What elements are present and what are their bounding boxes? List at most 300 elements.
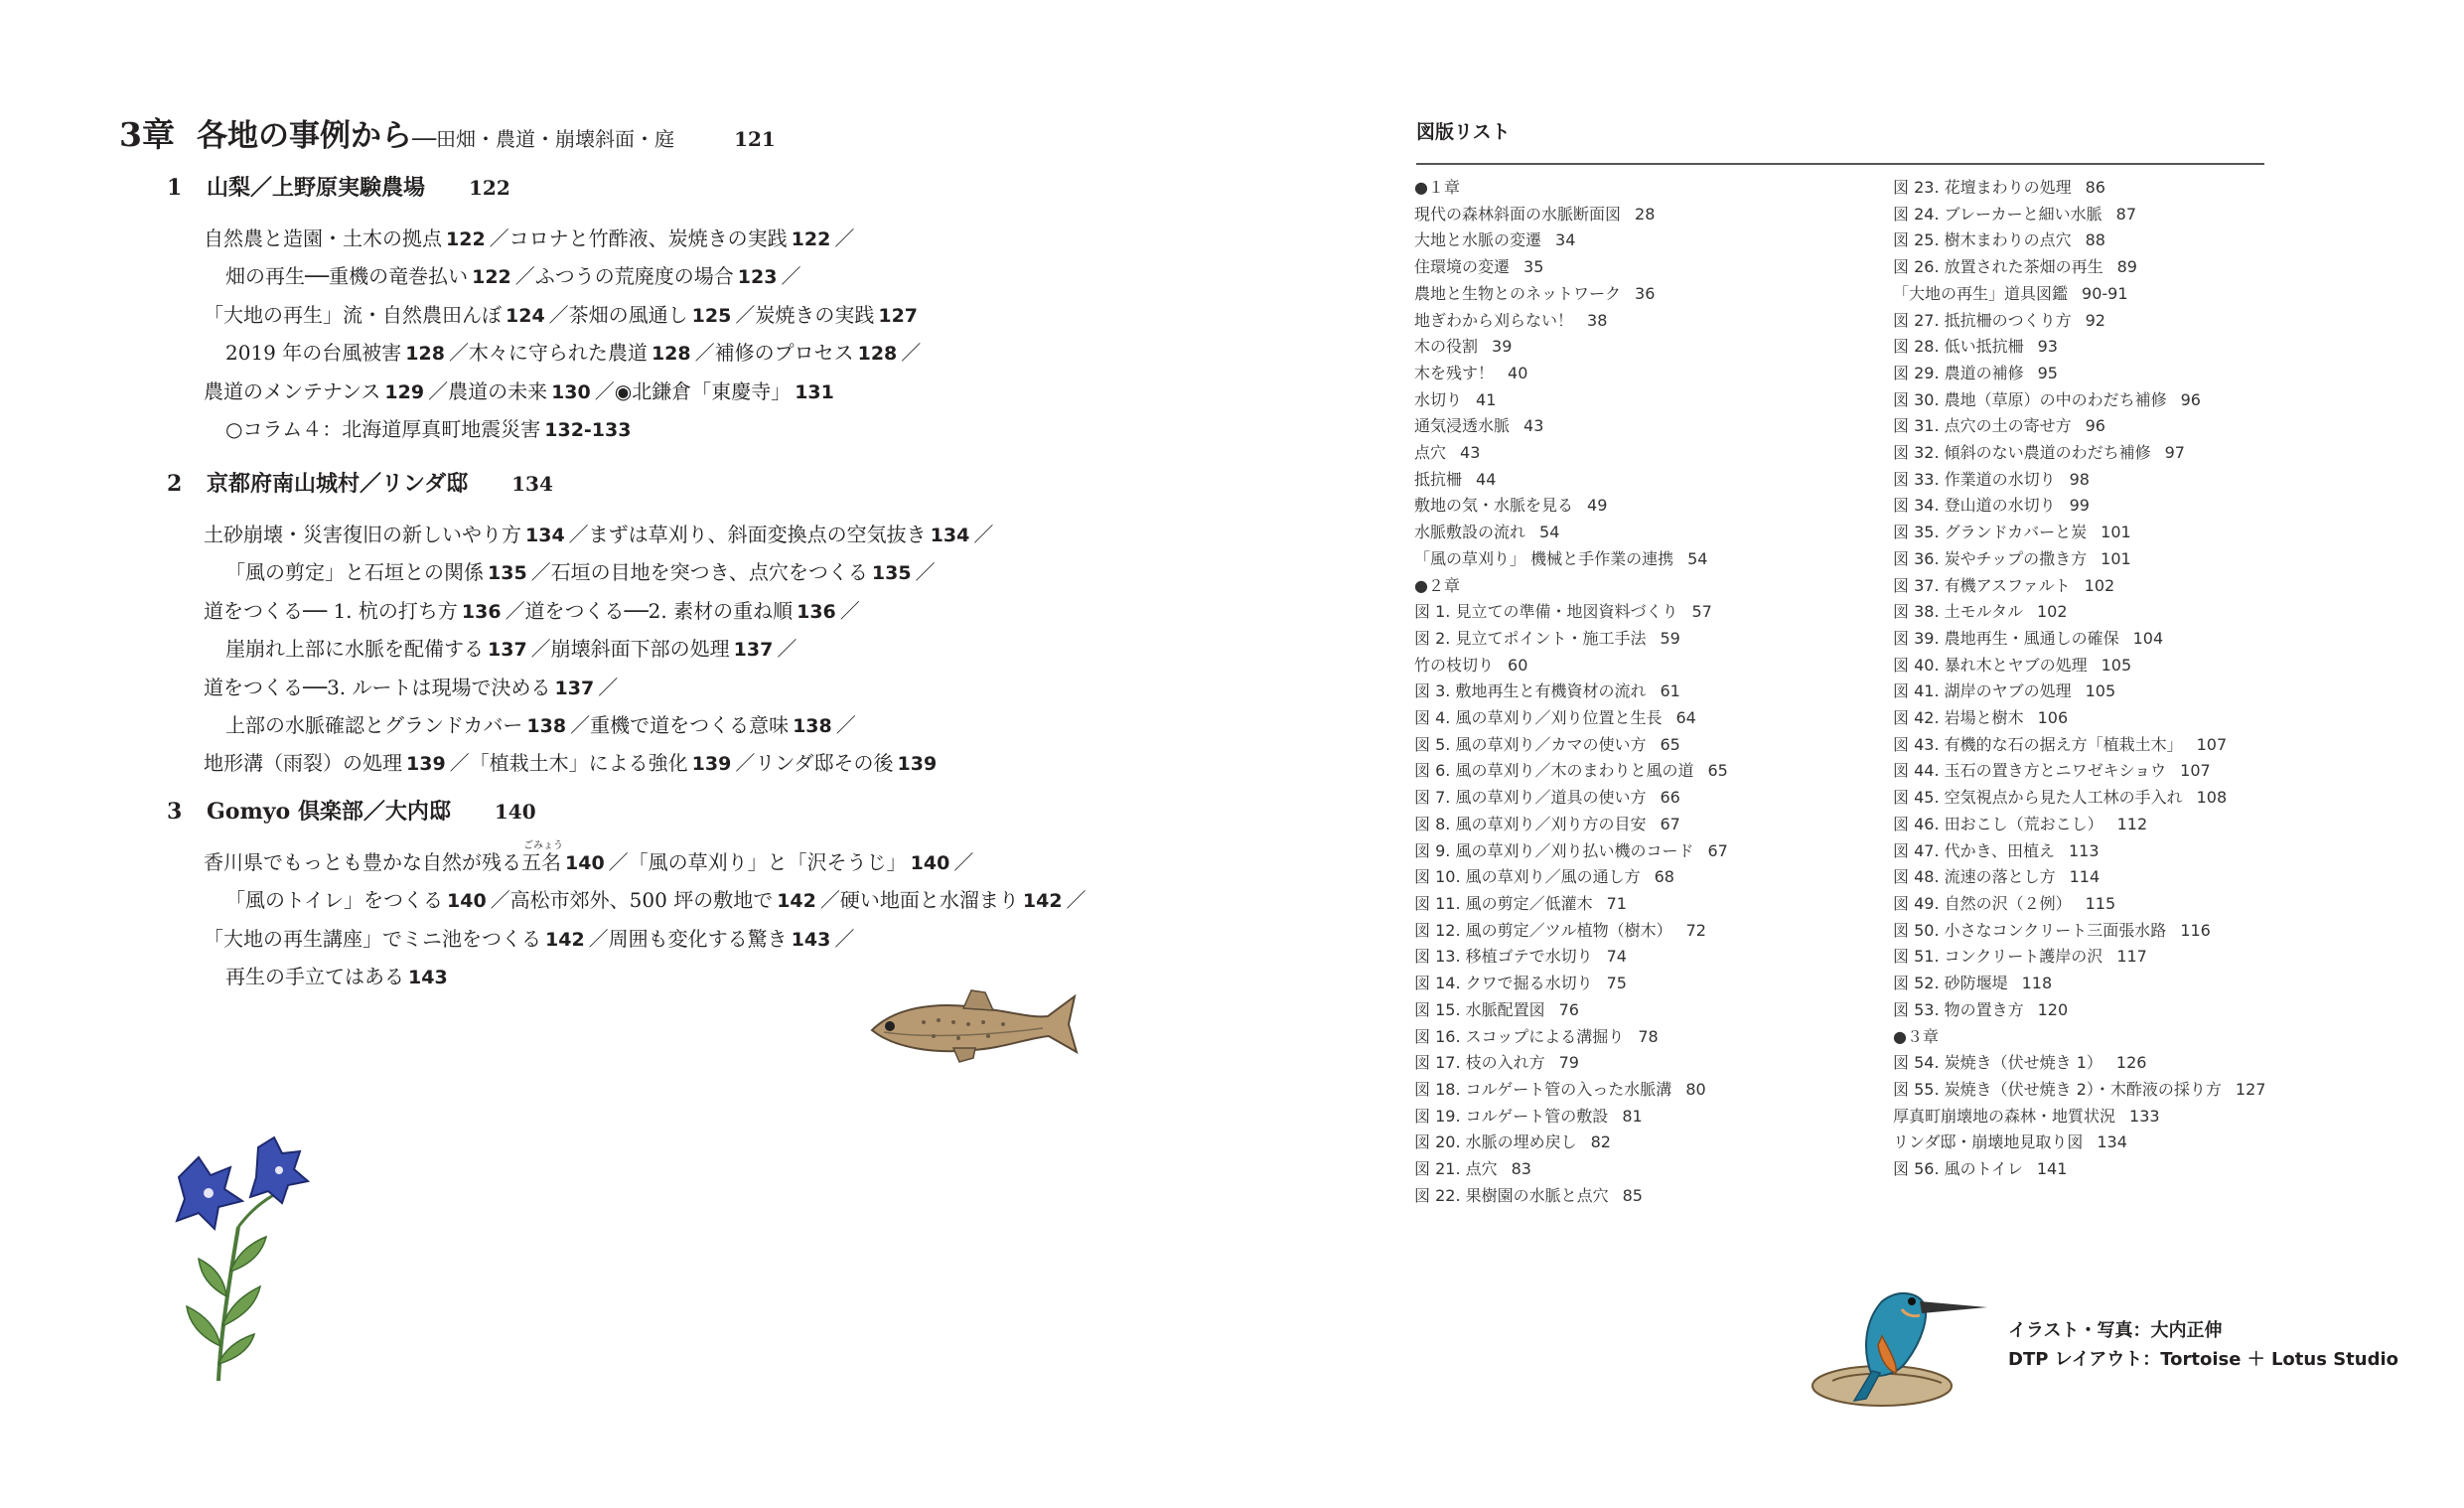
figure-list-item	[1414, 653, 1728, 679]
figure-caption: 図 43. 有機的な石の据え方「植栽土木」	[1893, 734, 2183, 754]
toc-entry-text: ○コラム４：北海道厚真町地震災害	[225, 417, 541, 441]
figure-list-item	[1893, 361, 2265, 387]
figure-page: 101	[2101, 523, 2131, 542]
figure-list-item	[1893, 1077, 2265, 1104]
section-page: 134	[511, 472, 553, 496]
chapter-heading	[119, 109, 776, 156]
figure-page: 92	[2085, 310, 2105, 330]
ruby-base: 五名	[521, 850, 561, 874]
toc-entry-text: ／ふつうの荒廃度の場合	[514, 264, 734, 289]
figure-page: 75	[1606, 974, 1627, 993]
figure-caption: 図 35. グランドカバーと炭	[1893, 523, 2088, 542]
figure-page: 118	[2021, 974, 2053, 993]
toc-entry-text: ／硬い地面と水溜まり	[819, 888, 1019, 913]
figure-page: 141	[2036, 1159, 2068, 1179]
figure-list-item	[1893, 838, 2265, 865]
toc-line	[225, 337, 921, 366]
figure-list-item	[1414, 732, 1728, 759]
figure-page: 67	[1660, 814, 1680, 833]
figure-list-item	[1893, 864, 2265, 891]
figure-page: 68	[1654, 867, 1674, 887]
toc-entry-text: ／	[834, 226, 855, 250]
toc-entry-text: 香川県でもっとも豊かな自然が残る	[204, 850, 521, 874]
toc-entry-text: 「大地の再生」流・自然農田んぼ	[204, 302, 502, 327]
figure-page: 102	[2036, 602, 2068, 622]
section-heading	[167, 467, 553, 498]
figure-page: 54	[1539, 523, 1560, 542]
toc-page-number: 138	[526, 715, 567, 737]
figure-caption: 図 4. 風の草刈り／刈り位置と生長	[1414, 708, 1663, 728]
ruby-word	[521, 840, 563, 874]
figure-list-item	[1414, 493, 1728, 520]
figure-list-item	[1893, 732, 2265, 759]
toc-entry-text: ／道をつくる──2. 素材の重ね順	[505, 598, 794, 623]
figure-list-item	[1414, 944, 1728, 971]
figure-page: 34	[1555, 230, 1576, 250]
figure-page: 72	[1685, 920, 1706, 940]
toc-entry-text: ／農道の未来	[428, 378, 548, 403]
figure-caption: 図 18. コルゲート管の入った水脈溝	[1414, 1079, 1672, 1099]
figure-page: 96	[2085, 416, 2105, 436]
figure-page: 104	[2132, 628, 2164, 648]
figure-caption: 図 1. 見立ての準備・地図資料づくり	[1414, 602, 1678, 622]
figure-caption: 図 48. 流速の落とし方	[1893, 867, 2056, 887]
figure-page: 82	[1590, 1132, 1611, 1152]
figure-list-chapter-marker	[1414, 573, 1728, 600]
toc-line	[225, 260, 800, 289]
figure-list-item	[1893, 281, 2265, 308]
figure-page: 113	[2068, 840, 2100, 860]
figure-caption: 図 9. 風の草刈り／刈り払い機のコード	[1414, 840, 1694, 860]
figure-caption: 図 14. クワで掘る水切り	[1414, 974, 1593, 993]
bellflower-illustration	[159, 1137, 328, 1386]
section-number: 3	[167, 799, 183, 825]
toc-line	[225, 556, 936, 585]
figure-list-item	[1414, 520, 1728, 546]
figure-page: 67	[1707, 840, 1728, 860]
toc-entry-text: ／	[901, 341, 922, 366]
figure-page: 66	[1660, 788, 1680, 808]
toc-entry-text: 「風の剪定」と石垣との関係	[225, 560, 484, 585]
toc-page-number: 139	[406, 753, 446, 776]
toc-page-number: 135	[488, 562, 527, 585]
toc-page-number: 143	[791, 928, 831, 951]
figure-page: 39	[1492, 337, 1513, 357]
figure-page: 112	[2116, 814, 2148, 833]
figure-caption: 現代の森林斜面の水脈断面図	[1414, 204, 1622, 224]
toc-entry-text: 土砂崩壊・災害復旧の新しいやり方	[204, 523, 521, 546]
figure-caption: 図 5. 風の草刈り／カマの使い方	[1414, 734, 1647, 754]
figure-list-item	[1893, 440, 2265, 467]
toc-line	[204, 376, 838, 404]
figure-list-item	[1893, 520, 2265, 546]
kingfisher-illustration	[1803, 1262, 2001, 1411]
figure-list-item	[1414, 334, 1728, 361]
figure-list-item	[1414, 864, 1728, 891]
figure-list-item	[1414, 440, 1728, 467]
toc-page-number: 137	[554, 677, 595, 699]
figure-page: 35	[1523, 257, 1544, 277]
toc-line	[225, 884, 1087, 913]
figure-page: 107	[2180, 761, 2211, 781]
toc-entry-text: ／	[1066, 888, 1087, 913]
toc-page-number: 143	[408, 967, 448, 989]
figure-caption: 住環境の変遷	[1414, 257, 1511, 277]
figure-caption: 図 45. 空気視点から見た人工林の手入れ	[1893, 788, 2183, 808]
figure-page: 99	[2069, 496, 2090, 516]
toc-page-number: 134	[525, 525, 565, 546]
toc-entry-text: ／	[953, 850, 974, 874]
section-page: 140	[494, 800, 536, 824]
figure-caption: 図 26. 放置された茶畑の再生	[1893, 257, 2103, 277]
toc-entry-text: ／コロナと竹酢液、炭焼きの実践	[489, 226, 788, 250]
figure-list-item	[1893, 254, 2265, 281]
figure-caption: 図 40. 暴れ木とヤブの処理	[1893, 655, 2088, 675]
figure-caption: 竹の枝切り	[1414, 655, 1495, 675]
figure-list-item	[1893, 467, 2265, 494]
toc-entry-text: ／炭焼きの実践	[735, 302, 875, 327]
figure-caption: 図 54. 炭焼き（伏せ焼き 1）	[1893, 1053, 2102, 1073]
figure-page: 115	[2085, 893, 2116, 913]
figure-list-item	[1893, 997, 2265, 1024]
figure-caption: 図 44. 玉石の置き方とニワゼキショウ	[1893, 761, 2167, 781]
figure-caption: 図 56. 風のトイレ	[1893, 1159, 2023, 1179]
figure-page: 76	[1558, 999, 1579, 1019]
figure-list-item	[1893, 1130, 2265, 1156]
figure-caption: 図 19. コルゲート管の敷設	[1414, 1106, 1609, 1126]
figure-page: 101	[2101, 548, 2131, 568]
figure-list-item	[1414, 785, 1728, 812]
toc-entry-text: 道をつくる── 1. 杭の打ち方	[204, 598, 458, 623]
figure-page: 114	[2069, 867, 2101, 887]
layout-credit: DTP レイアウト：Tortoise ＋ Lotus Studio	[2008, 1349, 2399, 1370]
figure-caption: 図 42. 岩場と樹木	[1893, 708, 2024, 728]
figure-caption: 図 17. 枝の入れ方	[1414, 1053, 1545, 1073]
figure-list-item	[1893, 918, 2265, 945]
figure-page: 65	[1707, 761, 1728, 781]
figure-caption: 図 46. 田おこし（荒おこし）	[1893, 814, 2103, 833]
figure-page: 134	[2097, 1132, 2127, 1152]
figure-page: 43	[1523, 416, 1544, 436]
figure-list-item	[1893, 971, 2265, 997]
figure-page: 71	[1606, 893, 1627, 913]
figure-page: 43	[1460, 443, 1481, 463]
figure-list-item	[1893, 546, 2265, 573]
figure-page: 80	[1685, 1079, 1706, 1099]
figure-list-chapter-marker	[1893, 1024, 2265, 1051]
figure-list-item	[1893, 705, 2265, 732]
figure-page: 133	[2129, 1106, 2160, 1126]
figure-caption: 図 30. 農地（草原）の中のわだち補修	[1893, 389, 2167, 409]
figure-page: 41	[1476, 389, 1497, 409]
illustration-credit: イラスト・写真：大内正伸	[2008, 1320, 2223, 1341]
section-title: 京都府南山城村／リンダ邸	[207, 471, 469, 497]
toc-entry-text: ／	[781, 264, 801, 289]
figure-caption: 図 39. 農地再生・風通しの確保	[1893, 628, 2119, 648]
figure-caption: 図 49. 自然の沢（２例）	[1893, 893, 2072, 913]
figure-page: 97	[2164, 443, 2185, 463]
section-title: 山梨／上野原実験農場	[207, 175, 426, 201]
toc-page-number: 131	[795, 380, 834, 403]
toc-entry-text: ／崩壊斜面下部の処理	[530, 637, 730, 662]
figure-page: 98	[2069, 469, 2090, 489]
credits	[2008, 1316, 2398, 1374]
toc-page-number: 125	[691, 304, 732, 327]
toc-page-number: 124	[506, 304, 545, 327]
figure-list-item	[1893, 626, 2265, 653]
figure-caption: 図 2. 見立てポイント・施工手法	[1414, 628, 1647, 648]
toc-entry-text: ／茶畑の風通し	[548, 302, 688, 327]
figure-page: 28	[1635, 204, 1656, 224]
toc-page-number: 136	[797, 600, 836, 623]
toc-entry-text: ／石垣の目地を突つき、点穴をつくる	[530, 560, 868, 585]
figure-list-item	[1893, 413, 2265, 440]
toc-page-number: 142	[545, 928, 585, 951]
section-heading	[167, 795, 536, 826]
figure-caption: 図 34. 登山道の水切り	[1893, 496, 2056, 516]
figure-page: 49	[1587, 496, 1608, 516]
figure-page: 105	[2101, 655, 2132, 675]
chapter-page: 121	[734, 127, 776, 151]
figure-list-item	[1893, 599, 2265, 626]
figure-caption: 抵抗柵	[1414, 469, 1463, 489]
figure-page: 85	[1622, 1185, 1643, 1205]
figure-list-item	[1893, 653, 2265, 679]
figure-page: 102	[2084, 575, 2115, 595]
toc-page-number: 139	[897, 753, 938, 776]
figure-page: 44	[1476, 469, 1497, 489]
section-number: 1	[167, 175, 183, 201]
figure-list-item	[1414, 758, 1728, 785]
figure-list-item	[1893, 944, 2265, 971]
toc-entry-text: ／高松市郊外、500 坪の敷地で	[490, 888, 774, 913]
figure-page: 59	[1660, 628, 1680, 648]
figure-list-column	[1414, 175, 1728, 1209]
figure-caption: 地ぎわから刈らない！	[1414, 310, 1574, 330]
toc-line	[204, 747, 941, 776]
toc-entry-text: 道をつくる──3. ルートは現場で決める	[204, 675, 551, 699]
toc-entry-text: ／「植栽土木」による強化	[449, 751, 688, 776]
toc-entry-text: ／	[915, 560, 936, 585]
figure-caption: 図 21. 点穴	[1414, 1159, 1498, 1179]
section-heading	[167, 171, 510, 202]
figure-caption: 図 12. 風の剪定／ツル植物（樹木）	[1414, 920, 1672, 940]
figure-list-item	[1414, 1050, 1728, 1077]
toc-line	[204, 595, 860, 624]
figure-list-item	[1414, 971, 1728, 997]
toc-entry-text: ／周囲も変化する驚き	[588, 926, 788, 951]
figure-list-item	[1414, 202, 1728, 228]
figure-list-item	[1414, 1156, 1728, 1183]
toc-entry-text: ／リンダ邸その後	[735, 751, 894, 776]
figure-list-item	[1414, 626, 1728, 653]
toc-entry-text: 自然農と造園・土木の拠点	[204, 226, 442, 250]
toc-entry-text: ／補修のプロセス	[694, 341, 854, 366]
toc-entry-text: 「大地の再生講座」でミニ池をつくる	[204, 926, 541, 951]
figure-list-item	[1414, 1024, 1728, 1051]
toc-page-number: 142	[1022, 890, 1063, 913]
toc-entry-text: 地形溝（雨裂）の処理	[204, 751, 402, 776]
figure-page: 61	[1660, 681, 1680, 701]
figure-list-item	[1893, 758, 2265, 785]
figure-caption: 図 6. 風の草刈り／木のまわりと風の道	[1414, 761, 1694, 781]
toc-entry-text: ／	[839, 598, 860, 623]
figure-list-item	[1893, 308, 2265, 335]
toc-page-number: 139	[691, 753, 732, 776]
figure-list-divider	[1416, 163, 2264, 165]
figure-caption: 図 55. 炭焼き（伏せ焼き 2）・木酢液の採り方	[1893, 1079, 2222, 1099]
figure-caption: 図 53. 物の置き方	[1893, 999, 2024, 1019]
figure-page: 65	[1660, 734, 1680, 754]
figure-caption: 図 23. 花壇まわりの処理	[1893, 178, 2072, 197]
figure-page: 38	[1587, 310, 1608, 330]
fish-illustration	[864, 979, 1083, 1068]
figure-list-item	[1893, 387, 2265, 414]
figure-caption: 大地と水脈の変遷	[1414, 230, 1542, 250]
figure-caption: 図 29. 農道の補修	[1893, 363, 2024, 382]
section-number: 2	[167, 471, 183, 497]
figure-caption: 農地と生物とのネットワーク	[1414, 283, 1622, 303]
figure-list-item	[1414, 705, 1728, 732]
figure-list-item	[1414, 1130, 1728, 1156]
toc-entry-text: ／◉北鎌倉「東慶寺」	[594, 378, 792, 403]
figure-page: 60	[1508, 655, 1528, 675]
figure-page: 40	[1508, 363, 1528, 382]
toc-entry-text: ／	[973, 523, 994, 546]
figure-list-item	[1414, 281, 1728, 308]
figure-page: 36	[1635, 283, 1656, 303]
toc-page-number: 122	[791, 228, 831, 250]
figure-caption: 図 36. 炭やチップの撒き方	[1893, 548, 2088, 568]
section-page: 122	[469, 176, 510, 200]
chapter-subtitle: ──田畑・農道・崩壊斜面・庭	[411, 127, 675, 151]
figure-list-item	[1414, 1183, 1728, 1210]
toc-line	[225, 709, 856, 738]
figure-caption: 図 27. 抵抗柵のつくり方	[1893, 310, 2072, 330]
figure-page: 79	[1558, 1053, 1579, 1073]
figure-page: 107	[2196, 734, 2228, 754]
toc-page-number: 129	[384, 380, 425, 403]
figure-list-item	[1893, 493, 2265, 520]
figure-list-item	[1893, 202, 2265, 228]
toc-page-number: 122	[446, 228, 486, 250]
figure-list-item	[1893, 573, 2265, 600]
figure-page: 54	[1687, 548, 1708, 568]
figure-caption: 木の役割	[1414, 337, 1479, 357]
toc-entry-text: ／	[777, 637, 797, 662]
toc-page-number: 128	[857, 343, 898, 366]
toc-page-number: 138	[793, 715, 832, 737]
figure-page: 127	[2235, 1079, 2266, 1099]
toc-page-number: 137	[733, 639, 774, 662]
figure-list-item	[1893, 679, 2265, 705]
figure-caption: 図 31. 点穴の土の寄せ方	[1893, 416, 2072, 436]
figure-page: 88	[2085, 230, 2105, 250]
toc-page-number: 140	[447, 890, 487, 913]
figure-page: 120	[2037, 999, 2069, 1019]
toc-line	[225, 961, 452, 989]
figure-caption: ●３章	[1893, 1026, 1939, 1046]
figure-caption: 点穴	[1414, 443, 1447, 463]
toc-line	[225, 413, 635, 442]
figure-caption: 水脈敷設の流れ	[1414, 523, 1526, 542]
chapter-number: 3章	[119, 115, 175, 154]
figure-page: 74	[1606, 947, 1627, 967]
figure-list-item	[1893, 812, 2265, 838]
figure-caption: リンダ邸・崩壊地見取り図	[1893, 1132, 2084, 1152]
toc-line	[204, 519, 993, 547]
figure-page: 87	[2115, 204, 2137, 224]
figure-caption: 図 8. 風の草刈り／刈り方の目安	[1414, 814, 1647, 833]
figure-list-title: 図版リスト	[1416, 121, 1511, 143]
figure-page: 117	[2116, 947, 2147, 967]
toc-entry-text: ／「風の草刈り」と「沢そうじ」	[608, 850, 907, 874]
toc-page-number: 128	[405, 343, 445, 366]
figure-page: 116	[2180, 920, 2211, 940]
toc-page-number: 140	[910, 852, 950, 874]
toc-entry-text: ／まずは草刈り、斜面変換点の空気抜き	[568, 523, 927, 546]
figure-list-item	[1414, 308, 1728, 335]
toc-page-number: 142	[777, 890, 816, 913]
toc-entry-text: ／	[835, 713, 856, 737]
toc-line	[204, 672, 618, 700]
toc-line	[204, 299, 922, 328]
figure-list-item	[1414, 546, 1728, 573]
figure-list-item	[1414, 599, 1728, 626]
figure-caption: 図 25. 樹木まわりの点穴	[1893, 230, 2072, 250]
figure-list-item	[1414, 387, 1728, 414]
section-title: Gomyo 倶楽部／大内邸	[207, 799, 451, 825]
figure-page: 89	[2116, 257, 2137, 277]
figure-caption: 「風の草刈り」 機械と手作業の連携	[1414, 548, 1674, 568]
figure-list-item	[1893, 891, 2265, 918]
figure-list-item	[1414, 361, 1728, 387]
figure-page: 96	[2180, 389, 2201, 409]
toc-line	[204, 223, 854, 251]
figure-page: 78	[1638, 1026, 1659, 1046]
figure-list-item	[1893, 1050, 2265, 1077]
figure-caption: 図 10. 風の草刈り／風の通し方	[1414, 867, 1641, 887]
toc-entry-text: ／木々に守られた農道	[448, 341, 648, 366]
toc-page-number: 127	[878, 304, 919, 327]
toc-page-number: 123	[737, 266, 778, 289]
figure-caption: 図 52. 砂防堰堤	[1893, 974, 2008, 993]
figure-list-item	[1414, 227, 1728, 254]
figure-page: 64	[1675, 708, 1696, 728]
chapter-title: 各地の事例から	[196, 118, 412, 154]
figure-caption: 図 15. 水脈配置図	[1414, 999, 1545, 1019]
toc-page-number: 132-133	[544, 419, 632, 441]
figure-caption: 図 16. スコップによる溝掘り	[1414, 1026, 1625, 1046]
figure-caption: 図 51. コンクリート護岸の沢	[1893, 947, 2103, 967]
toc-page-number: 136	[461, 600, 502, 623]
toc-entry-text: 崖崩れ上部に水脈を配備する	[225, 637, 484, 662]
figure-caption: 水切り	[1414, 389, 1463, 409]
figure-page: 81	[1622, 1106, 1643, 1126]
figure-caption: 図 20. 水脈の埋め戻し	[1414, 1132, 1577, 1152]
figure-list-item	[1893, 1104, 2265, 1131]
figure-list-item	[1414, 1077, 1728, 1104]
figure-page: 83	[1511, 1159, 1531, 1179]
figure-caption: 図 37. 有機アスファルト	[1893, 575, 2071, 595]
figure-caption: 図 24. ブレーカーと細い水脈	[1893, 204, 2102, 224]
figure-caption: 敷地の気・水脈を見る	[1414, 496, 1574, 516]
toc-entry-text: ／	[598, 675, 619, 699]
toc-entry-text: 畑の再生──重機の竜巻払い	[225, 264, 469, 289]
figure-list-item	[1414, 997, 1728, 1024]
figure-caption: 図 50. 小さなコンクリート三面張水路	[1893, 920, 2167, 940]
figure-caption: ●２章	[1414, 575, 1460, 595]
